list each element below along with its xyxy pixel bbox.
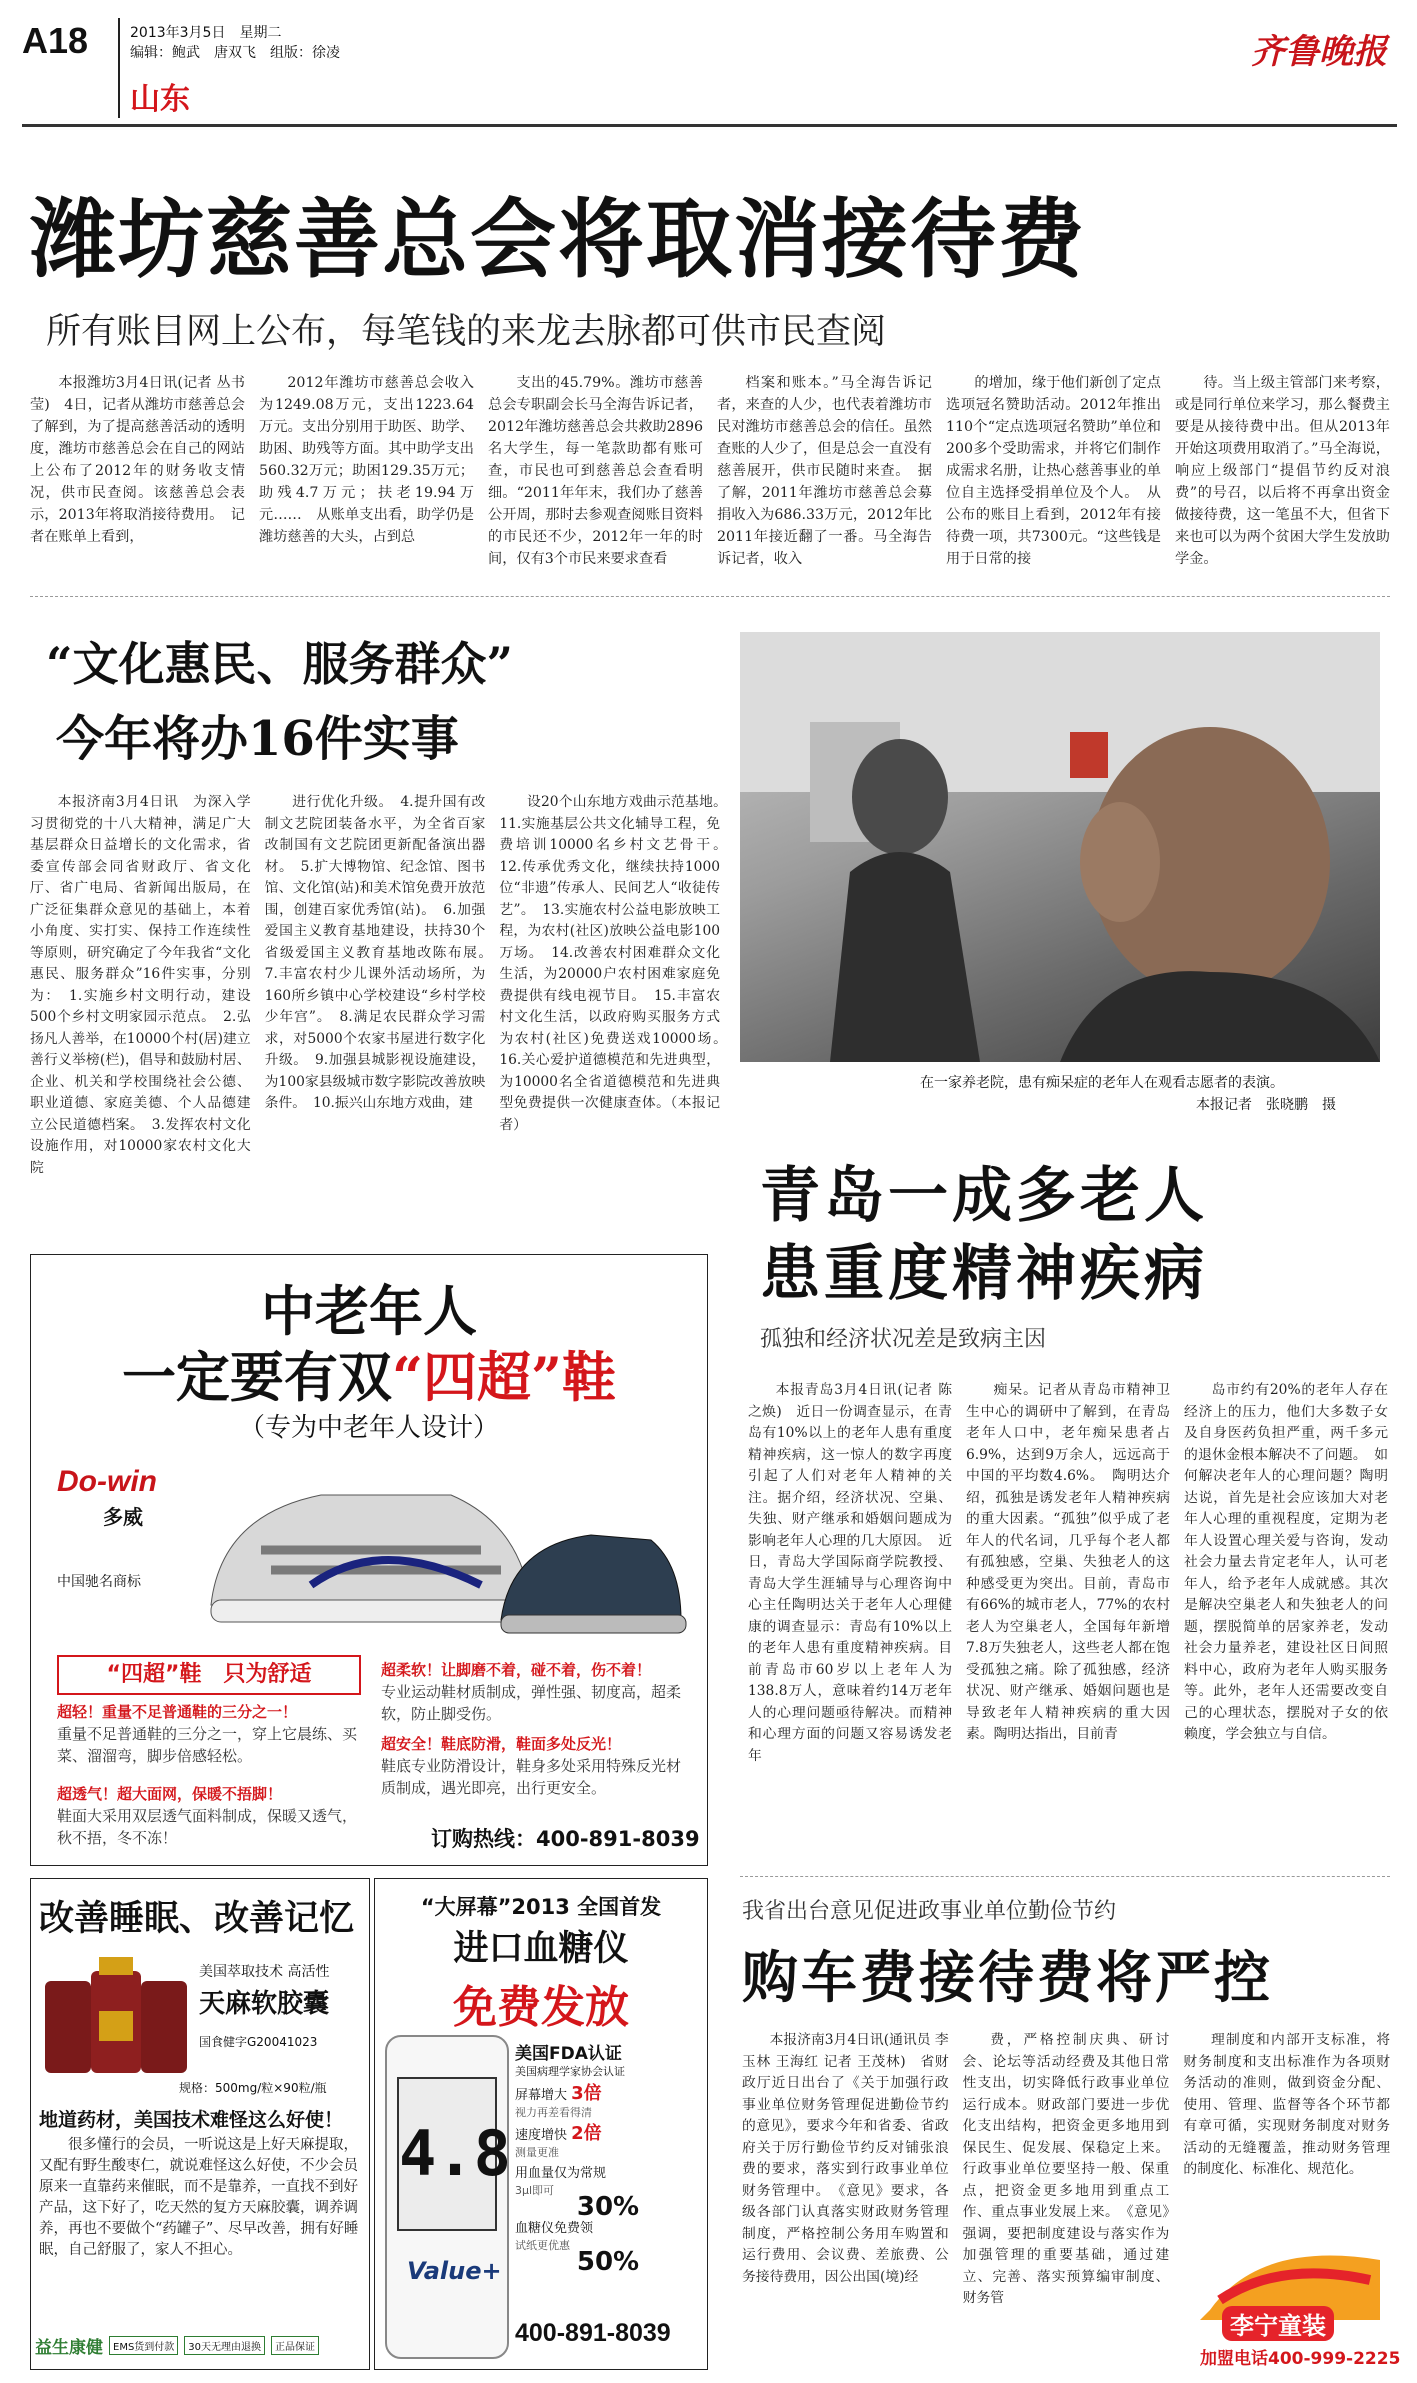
- meter-feature-1: 屏幕增大 3倍 视力再差看得清: [515, 2083, 602, 2119]
- photo-elderly: [740, 632, 1380, 1062]
- sleep-approval: 国食健字G20041023: [199, 2035, 318, 2049]
- corner-ad-brand: 李宁童装: [1222, 2306, 1334, 2341]
- qingdao-headline-2: 患重度精神疾病: [760, 1239, 1208, 1309]
- sleep-body: 很多懂行的会员，一听说这是上好天麻提取，又配有野生酸枣仁，就说难怪这么好使，不少会员原来一直靠药来催眠，而不是靠养，一直找不到好产品，这下好了，吃天然的复方天麻胶囊，调养调养，再也不要做个“药罐子”、尽早改善，拥有好睡眠，自己舒服了，家人不担心。: [39, 2137, 359, 2258]
- section-divider: [30, 596, 1390, 597]
- culture-col-1: 本报济南3月4日讯 为深入学习贯彻党的十八大精神，满足广大基层群众日益增长的文化需求，省委宣传部会同省财政厅、省文化厅、省广电局、省新闻出版局，在广泛征集群众意见的基础上，本着小角度、实打实、保持工作连续性等原则，研究确定了今年我省“文化惠民、服务群众”16件实事，分别为： 1.实施乡村文明行动，建设500个乡村文明家园示范点。 2.弘扬凡人善举，在10000个村(居)建立善行义举榜(栏)，倡导和鼓励村居、企业、机关和学校围绕社会公德、职业道德、家庭美德、个人品德建立公民道德档案。 3.发挥农村文化设施作用，对10000家农村文化大院: [30, 794, 251, 1176]
- sleep-footer-brand: 益生康健: [35, 2337, 103, 2358]
- sleep-product: 天麻软胶囊: [199, 1989, 330, 2019]
- culture-col-2: 进行优化升级。 4.提升国有改制文艺院团装备水平，为全省百家改制国有文艺院团更新配备演出器材。 5.扩大博物馆、纪念馆、图书馆、文化馆(站)和美术馆免费开放范围，创建百家优秀馆(站)。 6.加强爱国主义教育基地建设，扶持30个省级爱国主义教育基地改陈布展。 7.丰富农村少儿课外活动场所，为160所乡镇中心学校建设“乡村学校少年宫”。 8.满足农民群众学习需求，对5000个农家书屋进行数字化升级。 9.加强县城影视设施建设，为100家县级城市数字影院改善放映条件。 10.振兴山东地方戏曲，建: [264, 794, 500, 1111]
- frugal-col-2: 费，严格控制庆典、研讨会、论坛等活动经费及其他日常性支出，切实降低行政事业单位运行成本。财政部门要进一步优化支出结构，把资金更多地用到保民生、促发展、保稳定上来。行政事业单位要坚持一般、保重点，把资金更多地用到重点工作、重点事业发展上来。 《意见》强调，要把制度建设与落实作为加强管理的重要基础，通过建立、完善、落实预算编审制度、财务管: [962, 2032, 1170, 2306]
- shoe-feature-1: 超轻！重量不足普通鞋的三分之一！ 重量不足普通鞋的三分之一，穿上它晨练、买菜、溜溜弯，脚步倍感轻松。: [57, 1703, 358, 1765]
- qingdao-subhead: 孤独和经济状况差是致病主因: [760, 1327, 1047, 1352]
- qingdao-col-1: 本报青岛3月4日讯(记者 陈之焕) 近日一份调查显示，在青岛有10%以上的老年人患有重度精神疾病，这一惊人的数字再度引起了人们对老年人精神的关注。据介绍，经济状况、空巢、失独、财产继承和婚姻问题成为影响老年人心理的几大原因。 近日，青岛大学国际商学院教授、青岛大学生涯辅导与心理咨询中心主任陶明达关于老年人心理健康的调查显示：青岛有10%以上的老年人患有重度精神疾病。目前青岛市60岁以上老年人为138.8万人，意味着约14万老年人的心理问题亟待解决。而精神和心理方面的问题又容易诱发老年: [748, 1382, 952, 1764]
- lead-col-1: 本报潍坊3月4日讯(记者 丛书莹) 4日，记者从潍坊市慈善总会了解到，为了提高慈善活动的透明度，潍坊市慈善总会在自己的网站上公布了2012年的财务收支情况，供市民查阅。该慈善总会表示，2013年将取消接待费用。 记者在账单上看到，: [30, 375, 245, 545]
- frugal-headline: 购车费接待费将严控: [742, 1945, 1273, 2011]
- footer-badge-30: 30天无理由退换: [184, 2336, 265, 2355]
- meter-device: [385, 2035, 509, 2359]
- qingdao-headline-1: 青岛一成多老人: [760, 1161, 1208, 1231]
- sleep-tech: 美国萃取技术 高活性: [199, 1964, 330, 1980]
- shoe-ad-title-2: 一定要有双“四超”鞋: [121, 1345, 617, 1409]
- culture-col-3: 设20个山东地方戏曲示范基地。 11.实施基层公共文化辅导工程，免费培训10000名乡村文艺骨干。 12.传承优秀文化，继续扶持1000位“非遗”传承人、民间艺人“收徒传艺”。 13.实施农村公益电影放映工程，为农村(社区)放映公益电影100万场。 14.改善农村困难群众文化生活，为20000户农村困难家庭免费提供有线电视节目。 15.丰富农村文化生活，以政府购买服务方式为农村(社区)免费送戏10000场。 16.关心爱护道德模范和先进典型，为10000名全省道德模范和先进典型免费提供一次健康查体。（本报记者）: [499, 794, 734, 1133]
- shoe-brand-cn: 多威: [103, 1505, 143, 1529]
- date-line: 2013年3月5日 星期二: [130, 25, 282, 41]
- page-number: A18: [22, 20, 89, 61]
- masthead-divider: [118, 18, 120, 118]
- culture-headline-2: 今年将办16件实事: [56, 711, 459, 767]
- culture-body: [30, 792, 734, 1262]
- corner-ad: [1200, 2240, 1401, 2370]
- meter-model: Value+: [407, 2257, 502, 2285]
- shoe-ad-title-3: （专为中老年人设计）: [238, 1413, 499, 1443]
- meter-cert-sub: 美国病理学家协会认证: [515, 2065, 625, 2078]
- sleep-ad-title: 改善睡眠、改善记忆: [39, 1898, 355, 1939]
- ad-glucose-meter: [374, 1878, 708, 2370]
- lead-col-2: 2012年潍坊市慈善总会收入为1249.08万元，支出1223.64万元。支出分别用于助医、助学、助困、助残等方面。其中助学支出560.32万元；助困129.35万元；助残4.7万元；扶老19.94万元…… 从账单支出看，助学仍是潍坊慈善的大头，占到总: [259, 375, 474, 545]
- shoe-brand-logo: Do-win: [57, 1465, 157, 1498]
- qingdao-body: [748, 1380, 1388, 1880]
- photo-credit: 本报记者 张晓鹏 摄: [1196, 1097, 1336, 1113]
- lead-subhead: 所有账目网上公布，每笔钱的来龙去脉都可供市民查阅: [46, 312, 887, 352]
- culture-headline-1: “文化惠民、服务群众”: [46, 637, 513, 691]
- lead-col-6: 待。当上级主管部门来考察，或是同行单位来学习，那么餐费主要是从接待费中出。但从2013年开始这项费用取消了。”马全海说，响应上级部门“提倡节约反对浪费”的号召，以后将不再拿出资金做接待费，这一笔虽不大，但省下来也可以为两个贫困大学生发放助学金。: [1175, 375, 1390, 567]
- sleep-spec: 规格：500mg/粒×90粒/瓶: [179, 2081, 327, 2095]
- shoe-ad-title-1: 中老年人: [261, 1279, 477, 1343]
- meter-feature-4: 30%: [576, 2192, 640, 2222]
- shoe-hotline: 订购热线：400-891-8039: [431, 1827, 700, 1851]
- footer-badge-ems: EMS货到付款: [109, 2336, 178, 2355]
- shoe-feature-2: 超透气！超大面网，保暖不捂脚！ 鞋面大采用双层透气面料制成，保暖又透气，秋不捂，冬不冻！: [57, 1785, 358, 1847]
- meter-features: [515, 2083, 701, 2277]
- photo-caption: 在一家养老院，患有痴呆症的老年人在观看志愿者的表演。: [920, 1075, 1284, 1091]
- meter-top: “大屏幕”2013 全国首发: [420, 1895, 662, 1919]
- ad-sleep: [30, 1878, 370, 2370]
- frugal-col-1: 本报济南3月4日讯(通讯员 李玉林 王海红 记者 王茂林) 省财政厅近日出台了《关于加强行政事业单位财务管理促进勤俭节约的意见》，要求今年和省委、省政府关于厉行勤俭节约反对铺张浪费的要求，落实到行政事业单位财务管理中。 《意见》要求，各级各部门认真落实财政财务管理制度，严格控制公务用车购置和运行费用、会议费、差旅费、公务接待费用，因公出国(境)经: [742, 2032, 949, 2285]
- lead-headline: 潍坊慈善总会将取消接待费: [30, 189, 1086, 290]
- meter-phone: 400-891-8039: [515, 2319, 671, 2347]
- shoe-ad-tag: “四超”鞋 只为舒适: [57, 1655, 361, 1695]
- paper-logo: 齐鲁晚报: [1251, 32, 1387, 72]
- meter-display: 4.8: [397, 2077, 497, 2231]
- meter-feature-3: 用血量仅为常规 3μl即可: [515, 2166, 607, 2197]
- meter-title: 进口血糖仪: [453, 1928, 629, 1969]
- qingdao-col-3: 岛市约有20%的老年人存在经济上的压力，他们大多数子女及自身医药负担严重，两千多元的退休金根本解决不了问题。 如何解决老年人的心理问题？陶明达说，首先是社会应该加大对老年人心理的重视程度，定期为老年人设置心理关爱与咨询，发动社会力量去肯定老年人，认可老年人，给予老年人成就感。其次是解决空巢老人和失独老人的问题，摆脱简单的居家养老，发动社会力量养老，建设社区日间照料中心，政府为老年人购买服务等。此外，老年人还需要改变自己的心理状态，摆脱对子女的依赖度，学会独立与自信。: [1184, 1382, 1388, 1742]
- frugal-kicker: 我省出台意见促进政事业单位勤俭节约: [742, 1899, 1117, 1924]
- meter-feature-6: 50%: [576, 2247, 640, 2277]
- lead-col-3: 支出的45.79%。潍坊市慈善总会专职副会长马全海告诉记者，2012年潍坊慈善总会共救助2896名大学生，每一笔款助都有账可查，市民也可到慈善总会查看明细。“2011年年末，我们办了慈善公开周，那时去参观查阅账目资料的市民还不少，2012年一年的时间，仅有3个市民来要求查看: [488, 375, 703, 567]
- sleep-slogan: 地道药材，美国技术难怪这么好使！: [39, 2109, 344, 2131]
- masthead: [22, 18, 1397, 118]
- ad-shoes: [30, 1254, 708, 1866]
- lead-col-5: 的增加，缘于他们新创了定点选项冠名赞助活动。2012年推出110个“定点选项冠名赞助”单位和200多个受助需求，并将它们制作成需求名册，让热心慈善事业的单位自主选择受捐单位及个人。 从公布的账目上看到，2012年有接待费一项，共7300元。“这些钱是用于日常的接: [946, 375, 1161, 567]
- footer-badge-genuine: 正品保证: [271, 2336, 319, 2355]
- shoe-image: [201, 1455, 691, 1645]
- corner-ad-phone: 加盟电话400-999-2225: [1200, 2349, 1401, 2369]
- frugal-col-3: 理制度和内部开支标准，将财务制度和支出标准作为各项财务活动的准则，做到资金分配、使用、管理、监督等各个环节都有章可循，实现财务制度对财务活动的无缝覆盖，推动财务管理的制度化、标准化、规范化。: [1183, 2032, 1391, 2177]
- qingdao-col-2: 痴呆。记者从青岛市精神卫生中心的调研中了解到，在青岛老年人口中，老年痴呆患者占6.9%，达到9万余人，远远高于中国的平均数4.6%。 陶明达介绍，孤独是诱发老年人精神疾病的重大因素。“孤独”似乎成了老年人的代名词，几乎每个老人都有孤独感，空巢、失独老人的这种感受更为突出。目前，青岛市有66%的城市老人，77%的农村老人为空巢老人，全国每年新增7.8万失独老人，这些老人都在饱受孤独之痛。除了孤独感，经济状况、财产继承、婚姻问题也是导致老年人精神疾病的重大因素。陶明达指出，目前青: [966, 1382, 1170, 1742]
- masthead-rule: [22, 124, 1397, 127]
- meter-cert: 美国FDA认证: [515, 2044, 622, 2064]
- lead-body: [30, 372, 1390, 582]
- shoe-feature-3: 超柔软！让脚磨不着，碰不着，伤不着！ 专业运动鞋材质制成，弹性强、韧度高，超柔软，防止脚受伤。: [381, 1661, 682, 1723]
- meter-feature-5: 血糖仪免费领 试纸更优惠: [515, 2221, 594, 2252]
- qingdao-divider: [740, 1876, 1390, 1877]
- photo-illustration: [740, 632, 1380, 1062]
- section-name: 山东: [130, 82, 190, 117]
- editor-line: 编辑：鲍武 唐双飞 组版：徐凌: [130, 45, 340, 61]
- sleep-footer: [35, 2329, 365, 2361]
- lead-col-4: 档案和账本。”马全海告诉记者，来查的人少，也代表着潍坊市民对潍坊市慈善总会的信任。虽然查账的人少了，但是总会一直没有慈善展开，供市民随时来查。 据了解，2011年潍坊市慈善总会募捐收入为686.33万元，2012年比2011年接近翻了一番。马全海告诉记者，收入: [717, 375, 932, 567]
- shoe-feature-4: 超安全！鞋底防滑，鞋面多处反光！ 鞋底专业防滑设计，鞋身多处采用特殊反光材质制成，遇光即亮，出行更安全。: [381, 1735, 682, 1797]
- meter-feature-2: 速度增快 2倍 测量更准: [515, 2123, 602, 2159]
- capsule-bottles: [41, 1951, 191, 2081]
- shoe-brand-note: 中国驰名商标: [57, 1574, 141, 1590]
- meter-big: 免费发放: [453, 1982, 629, 2033]
